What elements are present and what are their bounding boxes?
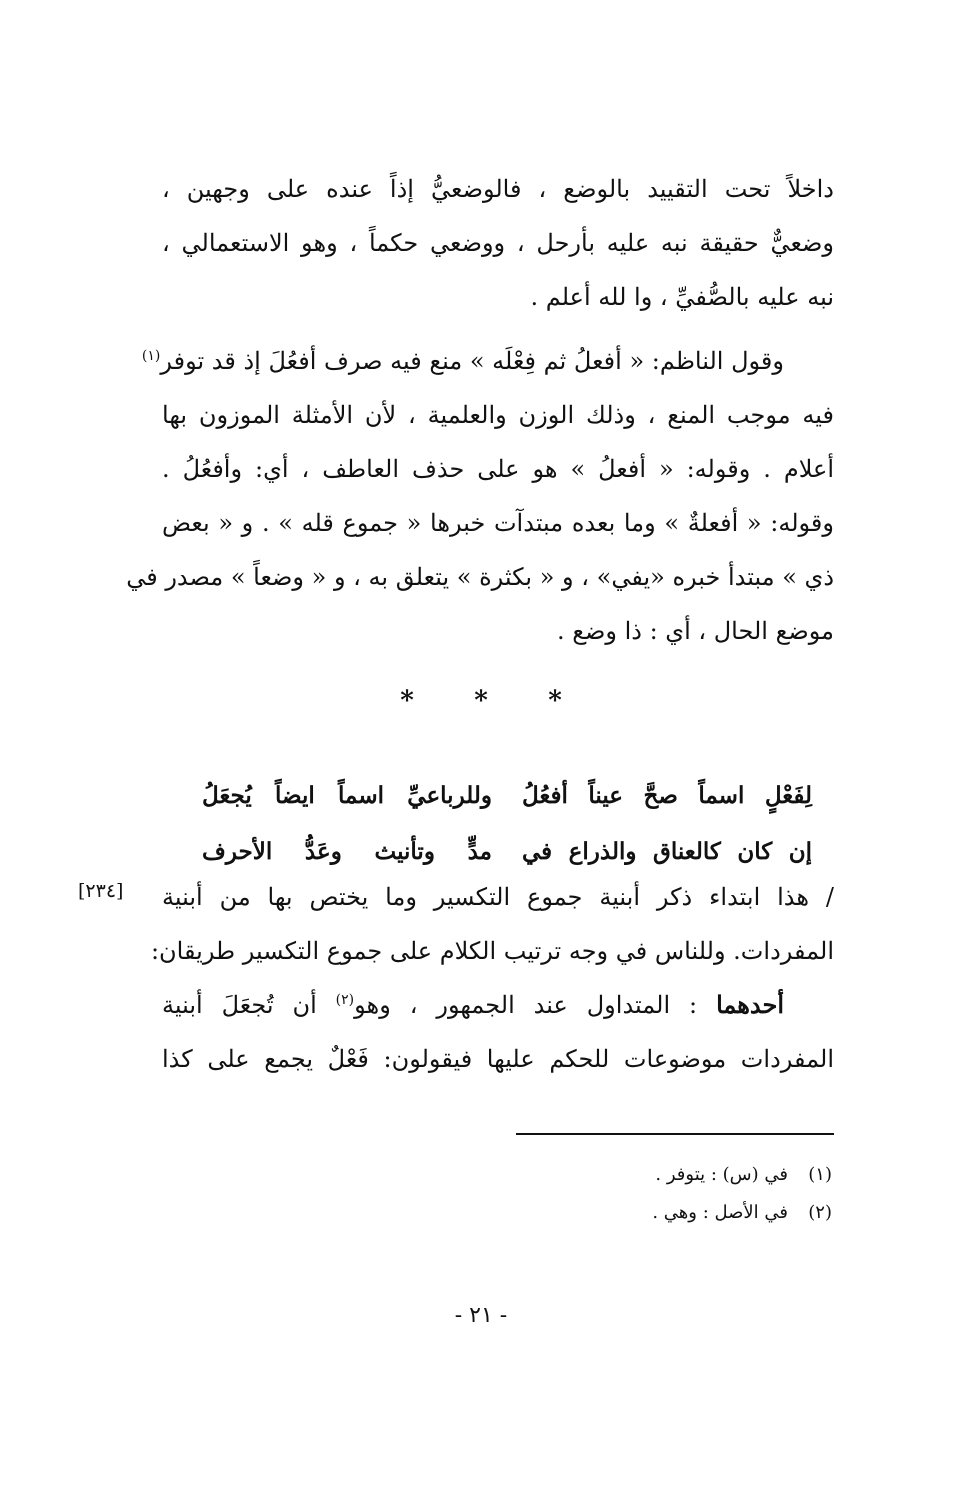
poem-verses [202, 768, 812, 880]
text-line: المفردات. وللناس في وجه ترتيب الكلام على جموع التكسير طريقان: [150, 937, 834, 965]
separator-star: * [548, 686, 562, 716]
text-line: نبه عليه بالصُّفيِّ ، وا لله أعلم . [530, 283, 834, 311]
hemistich-left: مدٍّ وتأنيث وعَدُّ الأحرف [202, 838, 492, 865]
footnotes [332, 1156, 832, 1232]
manuscript-folio-ref: [٢٣٤] [78, 880, 124, 902]
footnote [332, 1194, 832, 1232]
paragraph-continuation [162, 162, 834, 324]
paragraph-commentary [126, 334, 834, 658]
section-separator [0, 686, 962, 716]
text-line [162, 978, 834, 1032]
text-line: فيه موجب المنع ، وذلك الوزن والعلمية ، لأن الأمثلة الموزون بها [162, 401, 834, 429]
text-run: أن تُجعَلَ أبنية [162, 991, 336, 1019]
page-number: - ٢١ - [454, 1303, 508, 1328]
footnote-number: (١) [808, 1164, 832, 1185]
footnote-text: في (س) : يتوفر . [655, 1164, 788, 1185]
footnote-number: (٢) [808, 1202, 832, 1223]
text-run: وقول الناظم: « أفعلُ ثم فِعْلَه » منع فيه صرف أفعُلَ إذ قد توفر [160, 347, 784, 375]
text-line: المفردات موضوعات للحكم عليها فيقولون: فَعْلٌ يجمع على كذا [162, 1045, 834, 1073]
keyword: أحدهما [716, 990, 785, 1019]
text-line: داخلاً تحت التقييد بالوضع ، فالوضعيُّ إذاً عنده على وجهين ، [162, 175, 834, 203]
footnote-ref: (١) [141, 348, 161, 364]
separator-star: * [400, 686, 414, 716]
paragraph-explanation [150, 870, 835, 1086]
footnote [332, 1156, 832, 1194]
footnote-text: في الأصل : وهي . [652, 1202, 788, 1223]
footnote-ref: (٢) [335, 992, 355, 1008]
verse [202, 768, 812, 824]
hemistich-right: لِفَعْلٍ اسماً صحَّ عيناً أفعُلُ [522, 782, 812, 809]
text-run: : المتداول عند الجمهور ، وهو [354, 991, 717, 1019]
text-line: وضعيٌّ حقيقة نبه عليه بأرحل ، ووضعي حكماً ، وهو الاستعمالي ، [162, 229, 834, 257]
text-line: ذي » مبتدأ خبره «يفي» ، و « بكثرة » يتعلق به ، و « وضعاً » مصدر في [126, 563, 834, 591]
hemistich-left: وللرباعيِّ اسماً ايضاً يُجعَلُ [202, 782, 492, 809]
text-line: موضع الحال ، أي : ذا وضع . [556, 617, 834, 645]
footnote-divider [516, 1133, 834, 1135]
text-line: / هذا ابتداء ذكر أبنية جموع التكسير وما يختص بها من أبنية [162, 883, 835, 911]
text-line: وقوله: « أفعلةٌ » وما بعده مبتدآت خبرها « جموع قله » . و « بعض [162, 509, 834, 537]
text-line [141, 334, 834, 388]
hemistich-right: إن كان كالعناق والذراع في [522, 838, 812, 865]
separator-star: * [474, 686, 488, 716]
text-line: أعلام . وقوله: « أفعلُ » هو على حذف العاطف ، أي: وأفعُلُ . [162, 455, 834, 483]
